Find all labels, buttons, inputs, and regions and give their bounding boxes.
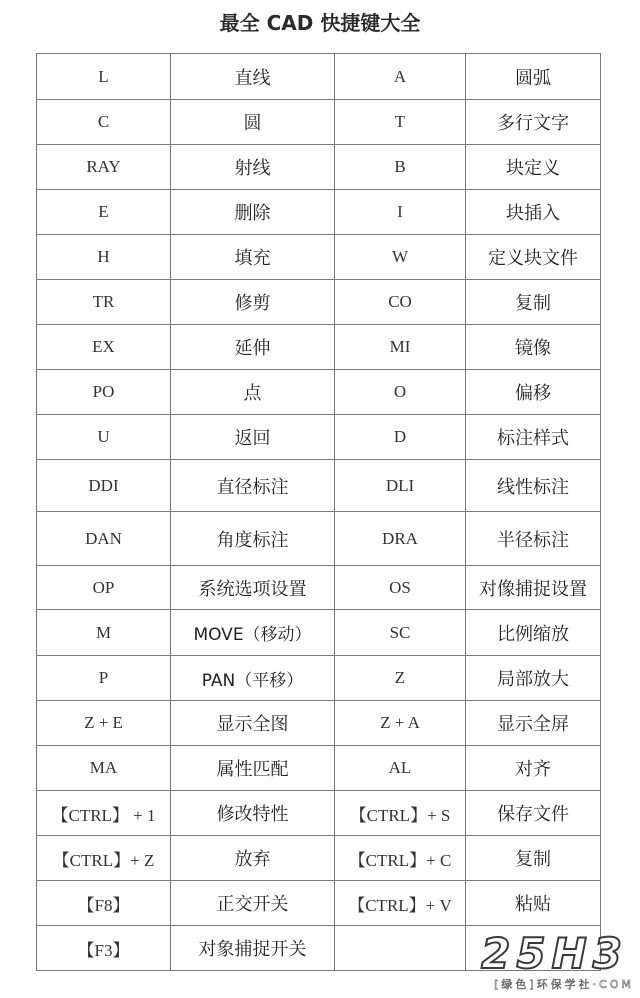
command-name-cell: 粘贴: [466, 881, 601, 926]
table-row: [37, 881, 601, 926]
table-row: [37, 415, 601, 460]
shortcut-key-cell: DRA: [335, 512, 466, 566]
command-name-cell: 系统选项设置: [171, 566, 335, 610]
shortcut-key-cell: [335, 926, 466, 971]
shortcut-key-cell: O: [335, 370, 466, 415]
table-row: [37, 460, 601, 512]
command-name-cell: 延伸: [171, 325, 335, 370]
shortcut-key-cell: AL: [335, 746, 466, 791]
command-name-cell: 多行文字: [466, 100, 601, 145]
table-row: [37, 190, 601, 235]
command-name-cell: 正交开关: [171, 881, 335, 926]
shortcut-key-cell: SC: [335, 610, 466, 656]
page-title: 最全 CAD 快捷键大全: [219, 11, 421, 35]
shortcut-key-cell: I: [335, 190, 466, 235]
shortcut-key-cell: EX: [37, 325, 171, 370]
command-name-cell: 线性标注: [466, 460, 601, 512]
shortcut-key-cell: DAN: [37, 512, 171, 566]
command-name-cell: 删除: [171, 190, 335, 235]
watermark-subtitle: [绿色]环保学社·COM: [494, 978, 634, 991]
command-name-cell: 角度标注: [171, 512, 335, 566]
table-row: [37, 280, 601, 325]
command-name-cell: 局部放大: [466, 656, 601, 701]
shortcut-key-cell: B: [335, 145, 466, 190]
table-row: [37, 370, 601, 415]
command-name-cell: [466, 926, 601, 971]
command-name-cell: 保存文件: [466, 791, 601, 836]
command-name-cell: 块定义: [466, 145, 601, 190]
shortcut-key-cell: L: [37, 54, 171, 100]
shortcut-key-cell: OS: [335, 566, 466, 610]
shortcut-key-cell: OP: [37, 566, 171, 610]
shortcut-key-cell: U: [37, 415, 171, 460]
command-name-cell: 对像捕捉设置: [466, 566, 601, 610]
shortcut-key-cell: Z + E: [37, 701, 171, 746]
command-name-cell: MOVE（移动）: [171, 610, 335, 656]
command-name-cell: 直线: [171, 54, 335, 100]
shortcut-key-cell: MI: [335, 325, 466, 370]
shortcut-key-cell: 【CTRL】+ Z: [37, 836, 171, 881]
table-row: [37, 746, 601, 791]
command-name-cell: 修剪: [171, 280, 335, 325]
command-name-cell: 填充: [171, 235, 335, 280]
table-row: [37, 926, 601, 971]
table-row: [37, 145, 601, 190]
shortcut-key-cell: DDI: [37, 460, 171, 512]
shortcut-key-cell: A: [335, 54, 466, 100]
command-name-cell: 复制: [466, 836, 601, 881]
shortcut-key-cell: TR: [37, 280, 171, 325]
shortcut-table-body: [37, 54, 601, 971]
command-name-cell: 放弃: [171, 836, 335, 881]
table-row: [37, 512, 601, 566]
shortcut-key-cell: T: [335, 100, 466, 145]
shortcut-key-cell: Z + A: [335, 701, 466, 746]
shortcut-key-cell: W: [335, 235, 466, 280]
command-name-cell: 射线: [171, 145, 335, 190]
table-row: [37, 54, 601, 100]
command-name-cell: 修改特性: [171, 791, 335, 836]
shortcut-key-cell: 【F8】: [37, 881, 171, 926]
command-name-cell: 偏移: [466, 370, 601, 415]
command-name-cell: 复制: [466, 280, 601, 325]
table-row: [37, 100, 601, 145]
command-name-cell: 定义块文件: [466, 235, 601, 280]
command-name-cell: 对象捕捉开关: [171, 926, 335, 971]
shortcut-key-cell: Z: [335, 656, 466, 701]
shortcut-key-cell: P: [37, 656, 171, 701]
command-name-cell: 点: [171, 370, 335, 415]
shortcut-key-cell: PO: [37, 370, 171, 415]
command-name-cell: 返回: [171, 415, 335, 460]
table-row: [37, 701, 601, 746]
shortcut-key-cell: H: [37, 235, 171, 280]
shortcut-key-cell: C: [37, 100, 171, 145]
shortcut-key-cell: M: [37, 610, 171, 656]
shortcut-key-cell: MA: [37, 746, 171, 791]
shortcut-table: [36, 53, 601, 971]
command-name-cell: 圆弧: [466, 54, 601, 100]
shortcut-key-cell: 【CTRL】 + 1: [37, 791, 171, 836]
command-name-cell: 镜像: [466, 325, 601, 370]
command-name-cell: 比例缩放: [466, 610, 601, 656]
table-row: [37, 235, 601, 280]
command-name-cell: 半径标注: [466, 512, 601, 566]
table-row: [37, 836, 601, 881]
shortcut-key-cell: E: [37, 190, 171, 235]
command-name-cell: 圆: [171, 100, 335, 145]
shortcut-key-cell: D: [335, 415, 466, 460]
table-row: [37, 566, 601, 610]
shortcut-key-cell: 【CTRL】+ S: [335, 791, 466, 836]
command-name-cell: 标注样式: [466, 415, 601, 460]
watermark-logo: 25H3: [481, 929, 628, 978]
command-name-cell: 显示全图: [171, 701, 335, 746]
command-name-cell: PAN（平移）: [171, 656, 335, 701]
command-name-cell: 显示全屏: [466, 701, 601, 746]
table-row: [37, 791, 601, 836]
shortcut-key-cell: DLI: [335, 460, 466, 512]
command-name-cell: 块插入: [466, 190, 601, 235]
command-name-cell: 对齐: [466, 746, 601, 791]
table-row: [37, 325, 601, 370]
shortcut-key-cell: CO: [335, 280, 466, 325]
shortcut-key-cell: RAY: [37, 145, 171, 190]
shortcut-key-cell: 【CTRL】+ V: [335, 881, 466, 926]
command-name-cell: 直径标注: [171, 460, 335, 512]
command-name-cell: 属性匹配: [171, 746, 335, 791]
shortcut-key-cell: 【CTRL】+ C: [335, 836, 466, 881]
shortcut-key-cell: 【F3】: [37, 926, 171, 971]
table-row: [37, 610, 601, 656]
table-row: [37, 656, 601, 701]
